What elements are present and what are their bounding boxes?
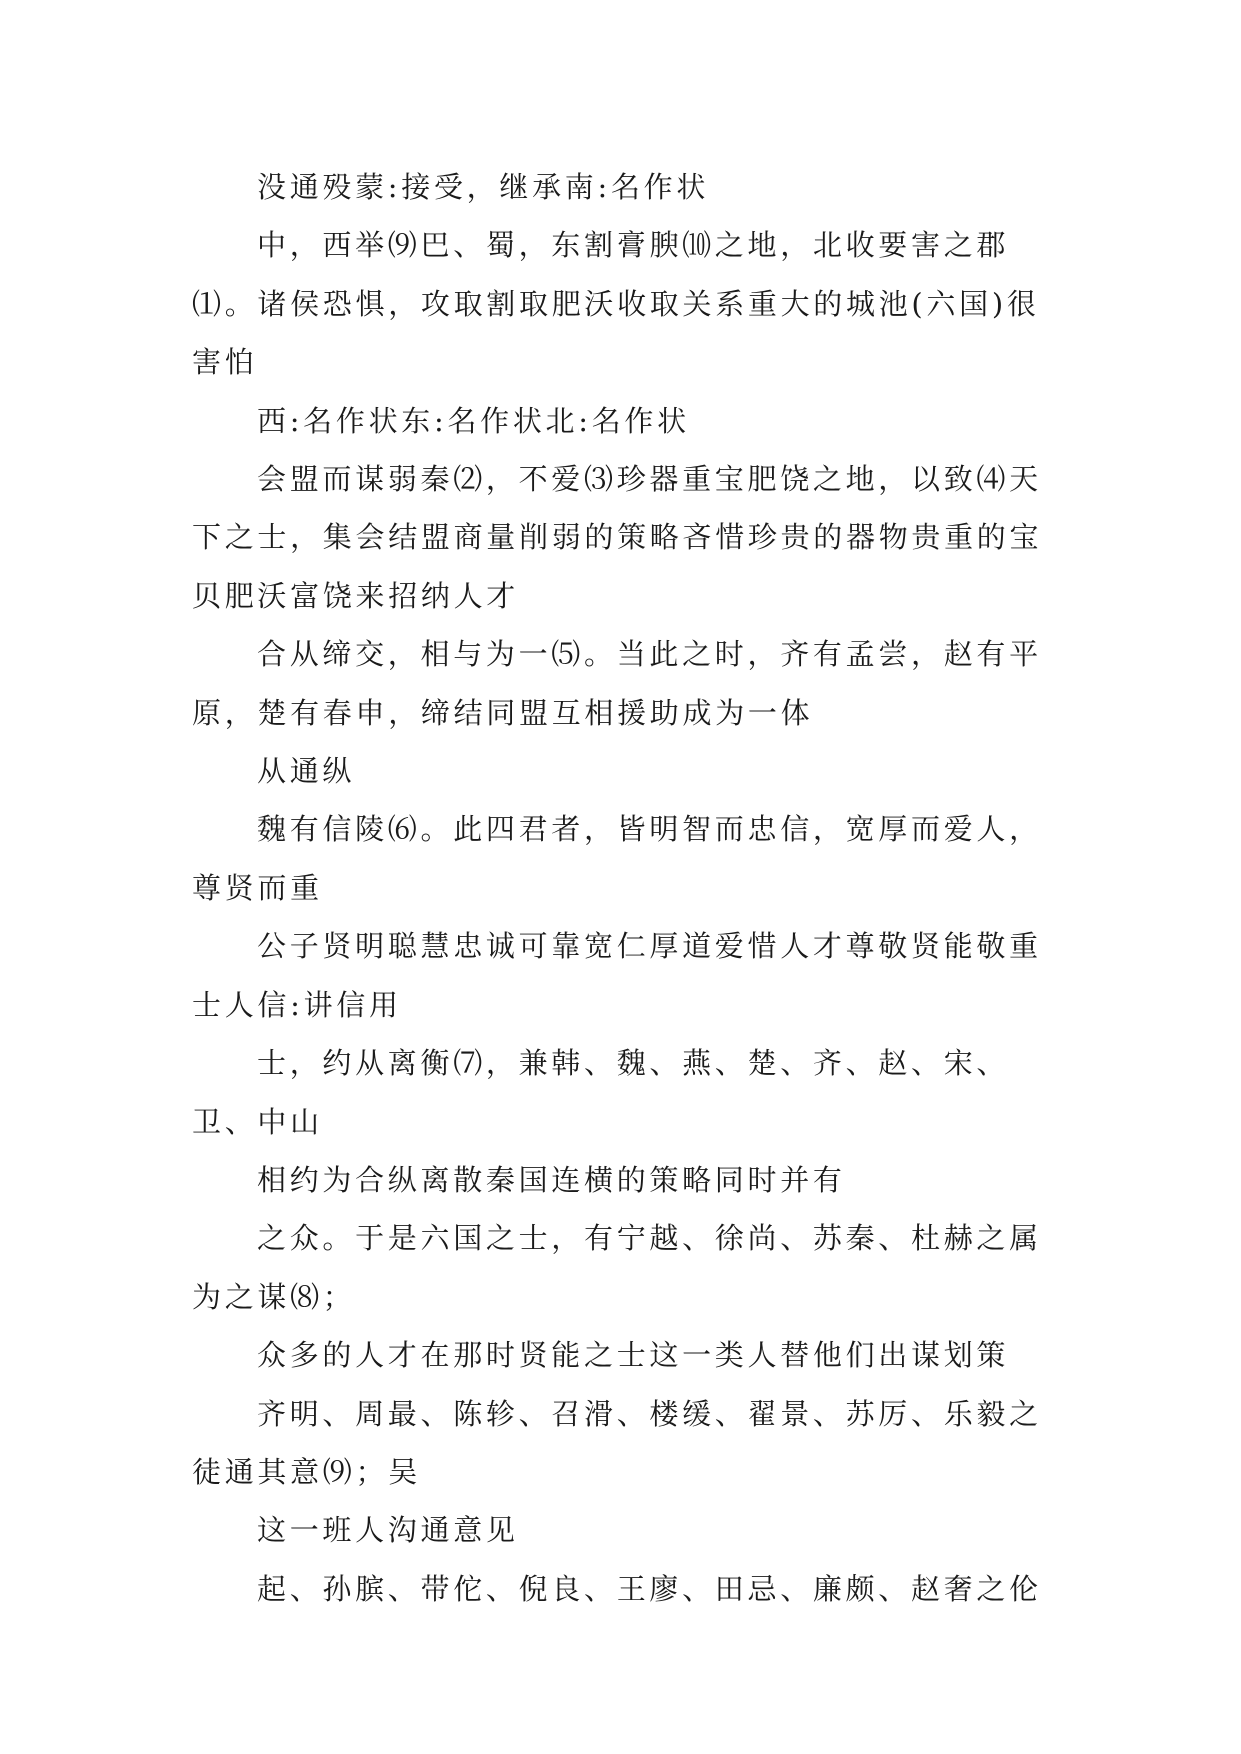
paragraph: 合从缔交，相与为一⑸。当此之时，齐有孟尝，赵有平原，楚有春申，缔结同盟互相援助成为一体	[192, 637, 1042, 730]
paragraph: 这一班人沟通意见	[257, 1513, 519, 1548]
paragraph: 没通殁蒙:接受，继承南:名作状	[257, 170, 710, 204]
document-body	[192, 158, 1062, 1618]
paragraph: 中，西举⑼巴、蜀，东割膏腴⑽之地，北收要害之郡⑴。诸侯恐惧，攻取割取肥沃收取关系重大的城池(六国)很害怕	[192, 228, 1040, 380]
paragraph: 齐明、周最、陈轸、召滑、楼缓、翟景、苏厉、乐毅之徒通其意⑼；吴	[192, 1396, 1042, 1489]
paragraph: 士，约从离衡⑺，兼韩、魏、燕、楚、齐、赵、宋、卫、中山	[192, 1046, 1010, 1139]
paragraph: 西:名作状东:名作状北:名作状	[257, 403, 690, 438]
paragraph: 之众。于是六国之士，有宁越、徐尚、苏秦、杜赫之属为之谋⑻；	[192, 1221, 1042, 1314]
paragraph: 起、孙膑、带佗、倪良、王廖、田忌、廉颇、赵奢之伦	[257, 1571, 1042, 1606]
paragraph: 众多的人才在那时贤能之士这一类人替他们出谋划策	[257, 1338, 1010, 1373]
paragraph: 公子贤明聪慧忠诚可靠宽仁厚道爱惜人才尊敬贤能敬重士人信:讲信用	[192, 929, 1042, 1022]
paragraph: 会盟而谋弱秦⑵，不爱⑶珍器重宝肥饶之地，以致⑷天下之士，集会结盟商量削弱的策略吝惜珍贵的器物贵重的宝贝肥沃富饶来招纳人才	[192, 462, 1043, 613]
paragraph: 魏有信陵⑹。此四君者，皆明智而忠信，宽厚而爱人，尊贤而重	[192, 812, 1042, 905]
paragraph: 从通纵	[257, 754, 356, 789]
paragraph: 相约为合纵离散秦国连横的策略同时并有	[257, 1162, 846, 1197]
